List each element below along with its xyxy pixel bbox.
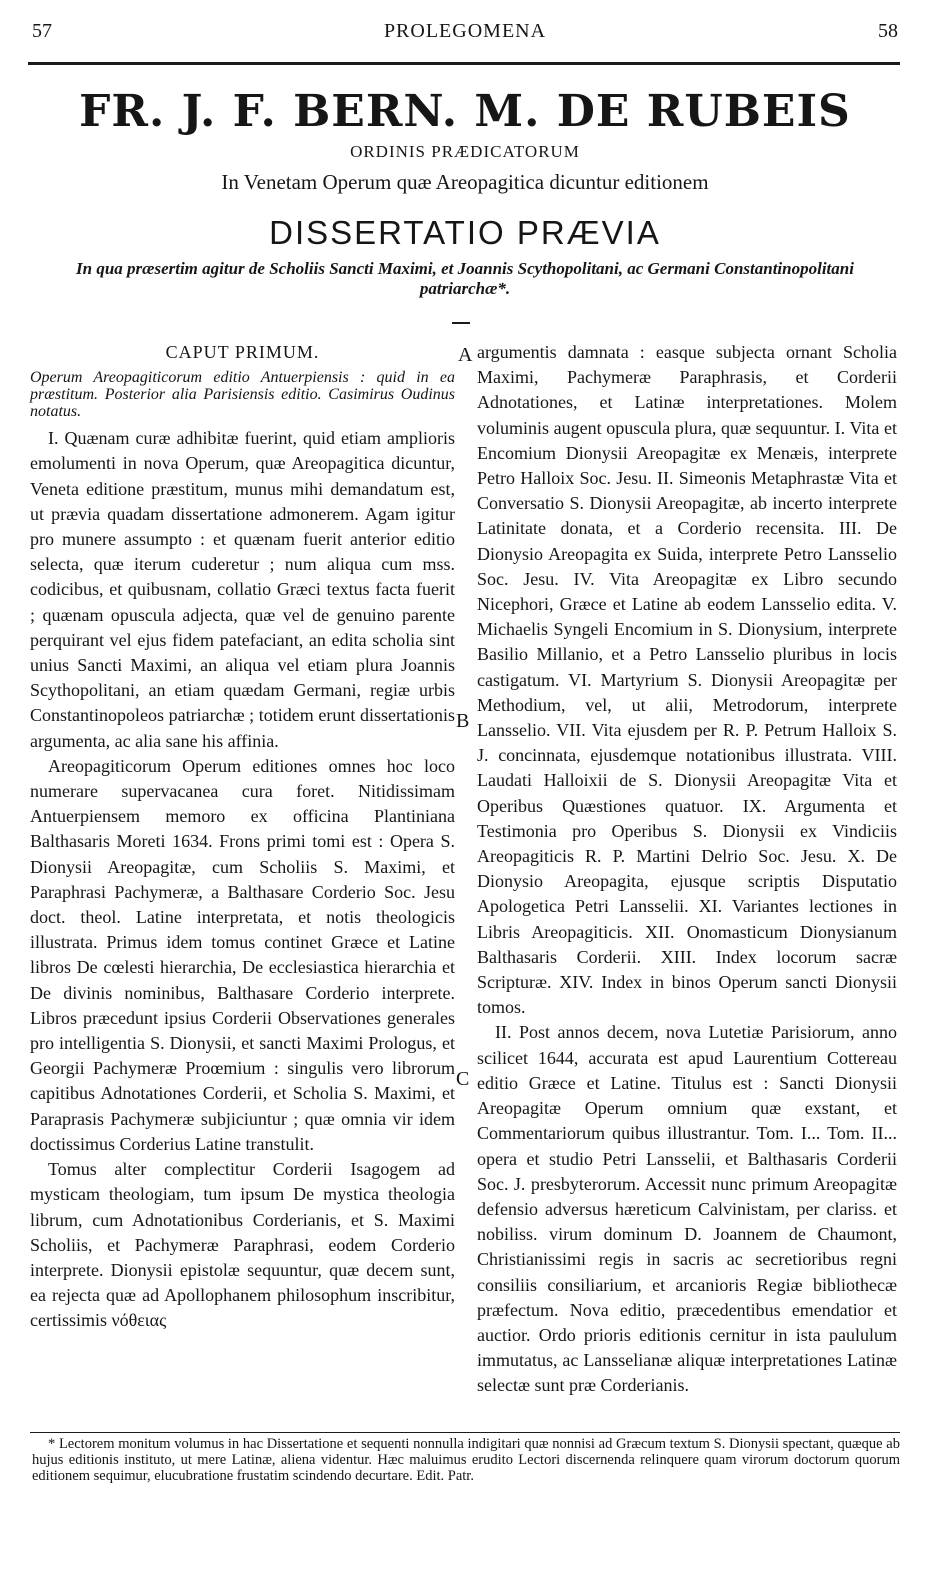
running-head [30,20,900,46]
right-paragraph-1: argumentis damnata : easque subjecta ornant Scholia Maximi, Pachymeræ Paraphrasis, et Corderii Adnotationes, et Latinæ interpretationes. Molem voluminis augent opuscula plura, quæ sequuntur. I. Vita et Encomium Dionysii Areopagitæ ex Menæis, interprete Petro Halloix Soc. Jesu. II. Simeonis Metaphrastæ Vita et Conversatio S. Dionysii Areopagitæ, ab incerto interprete Latinitate donata, et a Corderio recensita. III. De Dionysio Areopagita ex Suida, interprete Petro Lansselio Soc. Jesu. IV. Vita Areopagitæ ex Libro secundo Nicephori, Græce et Latine ab eodem Lansselio edita. V. Michaelis Syngeli Encomium in S. Dionysium, interprete Basilio Millanio, et a Petro Lansselio pluribus in locis castigatum. VI. Martyrium S. Dionysii Areopagitæ per Methodium, vel, ut alii, Metrodorum, interprete Lansselio. VII. Vita ejusdem per R. P. Petrum Halloix S. J. concinnata, ejusdemque notationibus illustrata. VIII. Laudati Halloixii de S. Dionysii Areopagitæ Vita et Operibus Quæstiones quatuor. IX. Argumenta et Testimonia pro Operibus S. Dionysii ex Vindiciis Areopagiticis R. P. Martini Delrio Soc. Jesu. X. De Dionysio Areopagita, ejusque scriptis Disputatio Apologetica Petri Lansselii. XI. Variantes lectiones in Libris Areopagiticis. XII. Onomasticum Dionysianum Balthasaris Corderii. XIII. Index locorum sacræ Scripturæ. XIV. Index in binos Operum sancti Dionysii tomos. [477,342,897,1018]
author-title: FR. J. F. BERN. M. DE RUBEIS [79,86,851,137]
left-paragraph-3: Tomus alter complectitur Corderii Isagogem ad mysticam theologiam, tum ipsum De mystica theologia librum, cum Adnotationibus Corderianis, et S. Maximi Scholiis, et Pachymeræ Paraphrasi, eodem Corderio interprete. Dionysii epistolæ sequuntur, quæ decem sunt, ea rejecta quæ ad Apollophanem philosophum inscribitur, certissimis νόθειας [30,1159,455,1331]
left-paragraph-1: I. Quænam curæ adhibitæ fuerint, quid etiam amplioris emolumenti in nova Operum, quæ Areopagitica dicuntur, Veneta editione præstitum, munus mihi demandatum est, ut prævia quadam dissertatione admonerem. Agam igitur pro munere assumpto : et quænam fuerit anterior editio selecta, quæ iterum cuderetur ; num aliqua cum mss. codicibus, et quibusnam, collatio Græci textus facta fuerit ; quænam opuscula adjecta, quæ vel de genuino parente perquirant vel ejus fidem patefaciant, an edita scholia sint unius Sancti Maximi, an aliqua vel etiam plura Joannis Scythopolitani, an etiam quædam Germani, regiæ urbis Constantinopoleos patriarchæ ; totidem erunt dissertationis argumenta, ac alia sane his affinia. [30,428,455,751]
right-paragraph-2: II. Post annos decem, nova Lutetiæ Parisiorum, anno scilicet 1644, accurata est apud Laurentium Cottereau editio Græce et Latine. Titulus est : Sancti Dionysii Areopagitæ Operum omnium quæ exstant, et Commentariorum quibus illustrantur. Tom. I... Tom. II... opera et studio Petri Lansselii, et Balthasaris Corderii Soc. J. presbyterorum. Accessit nunc primum Areopagitæ defensio adversus hæreticum Calvinistam, per clariss. et nobiliss. virum dominum D. Joannem de Chaumont, Christianissimi regis in sacris ac secretioribus regni consiliis consiliarium, et arcanioris Regiæ bibliothecæ præfectum. Nova editio, præcedentibus emendatior et auctior. Ordo prioris editionis cernitur in ista paululum immutatus, ac Lansselianæ aliquæ interpretationes Latinæ selectæ sunt præ Corderianis. [477,1022,897,1396]
left-paragraph-2: Areopagiticorum Operum editiones omnes hoc loco numerare supervacanea cura foret. Nitidissimam Antuerpiensem memoro ex officina Plantiniana Balthasaris Moreti 1634. Frons primi tomi est : Opera S. Dionysii Areopagitæ, cum Scholiis S. Maximi, et Paraphrasi Pachymeræ, a Balthasare Corderio Soc. Jesu doct. theol. Latine interpretata, et notis theologicis illustrata. Primus idem tomus continet Græce et Latine libros De cœlesti hierarchia, De ecclesiastica hierarchia et De divinis nominibus, Balthasare Corderio interprete. Libros præcedunt ipsius Corderii Observationes generales pro intelligentia S. Dionysii, et sancti Maximi Prologus, et Georgii Pachymeræ Proœmium : singulis vero librorum capitibus Adnotationes Corderii, et Scholia S. Maximi, et Paraprasis Pachymeræ subjiciuntur ; quæ omnia vir idem doctissimus Corderius Latine transtulit. [30,755,455,1154]
chapter-heading: CAPUT PRIMUM. [165,342,320,362]
margin-mark-c: C [456,1068,470,1090]
right-column [477,340,897,1399]
margin-mark-b: B [456,710,470,732]
chapter-summary: Operum Areopagiticorum editio Antuerpiensis : quid in ea præstitum. Posterior alia Parisiensis editio. Casimirus Oudinus notatus. [30,369,455,421]
section-dash [452,322,470,324]
header-rule [28,62,900,65]
dissertatio-heading: DISSERTATIO PRÆVIA [269,214,661,251]
order-line: ORDINIS PRÆDICATORUM [350,142,580,161]
left-column [30,340,455,1334]
subtitle-line: In Venetam Operum quæ Areopagitica dicuntur editionem [221,170,709,194]
footnote-rule [30,1432,900,1433]
right-page-number: 58 [878,20,898,42]
margin-mark-a: A [458,344,473,366]
footnote: * Lectorem monitum volumus in hac Dissertatione et sequenti nonnulla indigitari quæ nonnisi ad Græcum textum S. Dionysii spectant, quæque ab hujus editionis instituto, ut mere Latinæ, aliena videntur. Hæc maluimus erudito Lectori discernenda relinquere quam virorum doctorum quorum editionem sequimur, elucubratione frustatim scindendo decurtare. Edit. Patr. [32,1436,900,1484]
qua-line: In qua præsertim agitur de Scholiis Sancti Maximi, et Joannis Scythopolitani, ac Germani Constantinopolitani patriarchæ*. [76,259,854,298]
running-title: PROLEGOMENA [383,20,547,42]
left-page-number: 57 [32,20,52,42]
